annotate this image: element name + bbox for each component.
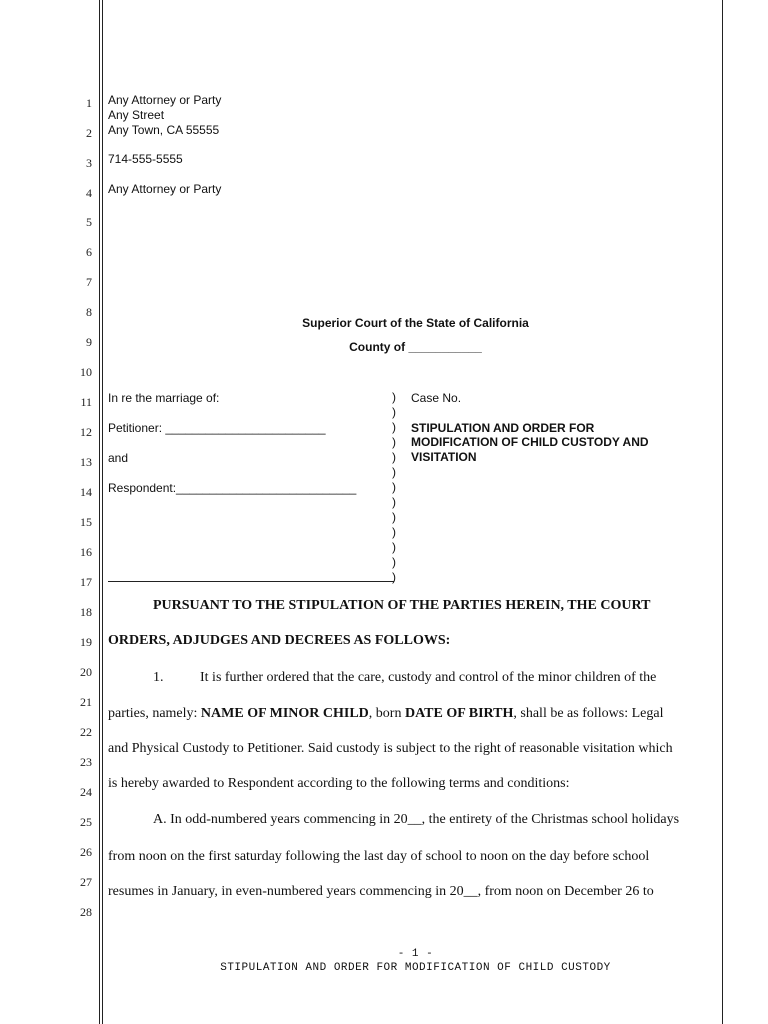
paren: ) — [392, 525, 396, 539]
footer-page-number: - 1 - — [397, 948, 434, 960]
line-number: 10 — [80, 365, 92, 379]
line-number: 3 — [86, 156, 92, 170]
line-number: 25 — [80, 815, 92, 829]
line-number: 14 — [80, 485, 92, 499]
paragraph-1-line2 — [108, 706, 663, 722]
paren: ) — [392, 555, 396, 569]
attorney-for: Any Attorney or Party — [108, 182, 222, 196]
line-number: 26 — [80, 845, 92, 859]
line-number: 8 — [86, 305, 92, 319]
line-number: 1 — [86, 96, 92, 110]
line-number: 17 — [80, 575, 92, 589]
paren: ) — [392, 540, 396, 554]
line-number: 20 — [80, 665, 92, 679]
paren: ) — [392, 570, 396, 584]
caption-bottom-rule — [108, 581, 394, 582]
attorney-name: Any Attorney or Party — [108, 93, 222, 107]
line-number: 19 — [80, 635, 92, 649]
right-margin-rule — [722, 0, 723, 1024]
line-number: 23 — [80, 755, 92, 769]
paragraph-1-line3: and Physical Custody to Petitioner. Said custody is subject to the right of reasonable visitation which — [108, 741, 673, 756]
line-number: 24 — [80, 785, 92, 799]
date-of-birth: DATE OF BIRTH — [404, 706, 514, 721]
paragraph-a-line1: A. In odd-numbered years commencing in 20__, the entirety of the Christmas school holidays — [153, 812, 680, 827]
line-number: 28 — [80, 905, 92, 919]
paren: ) — [392, 405, 396, 419]
paren: ) — [392, 465, 396, 479]
line-number: 12 — [80, 425, 92, 439]
in-re-label: In re the marriage of: — [108, 391, 220, 405]
minor-child-name: NAME OF MINOR CHILD — [200, 706, 369, 721]
text-run: , shall be as follows: Legal — [513, 706, 664, 721]
paragraph-1-line4: is hereby awarded to Respondent according to the following terms and conditions: — [108, 776, 570, 791]
line-number: 11 — [80, 395, 92, 409]
respondent-line: Respondent:___________________________ — [108, 481, 357, 495]
paragraph-1-line1: It is further ordered that the care, custody and control of the minor children of the — [200, 670, 657, 685]
line-number: 13 — [80, 455, 92, 469]
paren: ) — [392, 450, 396, 464]
paragraph-a-line2: from noon on the first saturday following the last day of school to noon on the day before school — [108, 849, 650, 864]
paren: ) — [392, 495, 396, 509]
order-heading-line1: PURSUANT TO THE STIPULATION OF THE PARTIES HEREIN, THE COURT — [153, 598, 651, 613]
paren: ) — [392, 420, 396, 434]
petitioner-line: Petitioner: ________________________ — [108, 421, 326, 435]
line-number: 5 — [86, 215, 92, 229]
left-margin-rule-outer — [99, 0, 100, 1024]
and-label: and — [108, 451, 129, 465]
line-number: 2 — [86, 126, 92, 140]
left-margin-rule-inner — [102, 0, 103, 1024]
line-number: 9 — [86, 335, 92, 349]
case-number-label: Case No. — [411, 391, 462, 405]
line-number: 16 — [80, 545, 92, 559]
line-number: 18 — [80, 605, 92, 619]
paragraph-1-number: 1. — [153, 670, 164, 685]
paragraph-a-line3: resumes in January, in even-numbered years commencing in 20__, from noon on December 26 to — [108, 884, 654, 899]
court-name: Superior Court of the State of California — [302, 316, 529, 330]
paren: ) — [392, 435, 396, 449]
document-title-line1: STIPULATION AND ORDER FOR — [411, 421, 595, 435]
text-run: parties, namely: — [108, 706, 201, 721]
document-title-line3: VISITATION — [411, 450, 477, 464]
line-number: 27 — [80, 875, 92, 889]
line-number: 4 — [86, 186, 92, 200]
line-number: 7 — [86, 275, 92, 289]
line-number: 21 — [80, 695, 92, 709]
order-heading-line2: ORDERS, ADJUDGES AND DECREES AS FOLLOWS: — [108, 633, 451, 648]
line-number: 6 — [86, 245, 92, 259]
line-number: 22 — [80, 725, 92, 739]
attorney-phone: 714-555-5555 — [108, 152, 183, 166]
paren: ) — [392, 390, 396, 404]
court-county: County of ___________ — [349, 340, 482, 354]
paren: ) — [392, 510, 396, 524]
attorney-street: Any Street — [108, 108, 165, 122]
footer-document-title: STIPULATION AND ORDER FOR MODIFICATION OF CHILD CUSTODY — [220, 962, 611, 974]
attorney-city: Any Town, CA 55555 — [108, 123, 220, 137]
paren: ) — [392, 480, 396, 494]
document-title-line2: MODIFICATION OF CHILD CUSTODY AND — [411, 435, 649, 449]
line-number: 15 — [80, 515, 92, 529]
text-run: , born — [368, 706, 405, 721]
